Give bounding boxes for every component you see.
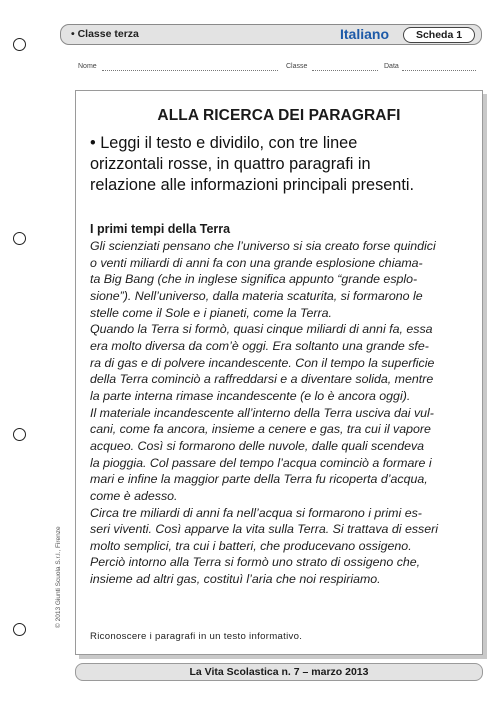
text-line: acqueo. Così si formarono delle nuvole, dalle quali scendeva xyxy=(90,438,425,453)
text-line: Quando la Terra si formò, quasi cinque miliardi di anni fa, essa xyxy=(90,322,433,337)
class-field-line[interactable] xyxy=(312,70,378,71)
text-line: sione”). Nell’universo, dalla materia scaturita, si formarono le xyxy=(90,288,423,303)
instruction xyxy=(90,133,480,196)
text-line: Circa tre miliardi di anni fa nell’acqua si formarono i primi es- xyxy=(90,505,422,520)
text-line: stelle come il Sole e i pianeti, come la Terra. xyxy=(90,305,332,320)
worksheet-title: ALLA RICERCA DEI PARAGRAFI xyxy=(157,107,401,124)
text-line: seri viventi. Così apparve la vita sulla Terra. Si trattava di esseri xyxy=(90,522,439,537)
text-line: era molto diversa da com’è oggi. Era soltanto una grande sfe- xyxy=(90,338,429,353)
binder-hole-1 xyxy=(13,38,26,51)
text-line: Perciò intorno alla Terra si formò uno strato di ossigeno che, xyxy=(90,555,421,570)
worksheet-card xyxy=(75,90,483,655)
instruction-line: • Leggi il testo e dividilo, con tre linee xyxy=(90,134,358,152)
date-field-label: Data xyxy=(384,63,399,70)
text-line: ta Big Bang (che in inglese significa appunto “grande esplo- xyxy=(90,272,418,287)
text-line: la parte interna rimase incandescente (e lo è ancora oggi). xyxy=(90,388,411,403)
text-line: cani, come fa ancora, insieme a cenere e gas, tra cui il vapore xyxy=(90,422,431,437)
footer-bar: La Vita Scolastica n. 7 – marzo 2013 xyxy=(75,663,483,681)
binder-hole-3 xyxy=(13,428,26,441)
text-heading: I primi tempi della Terra xyxy=(90,222,231,236)
header-bar xyxy=(60,24,482,45)
name-field-line[interactable] xyxy=(102,70,278,71)
text-line: della Terra cominciò a raffreddarsi e a diventare solida, mentre xyxy=(90,372,434,387)
text-line: molto semplici, tra cui i batteri, che producevano ossigeno. xyxy=(90,538,412,553)
text-line: Gli scienziati pensano che l’universo si sia creato forse quindici xyxy=(90,239,436,253)
student-info-fields xyxy=(78,63,478,77)
date-field-line[interactable] xyxy=(402,70,476,71)
reading-text xyxy=(90,238,482,588)
text-line: o venti miliardi di anni fa con una grande esplosione chiama- xyxy=(90,255,423,270)
worksheet-badge: Scheda 1 xyxy=(403,27,475,43)
text-line: insieme ad altri gas, costituì l’aria che noi respiriamo. xyxy=(90,572,381,587)
class-label: • Classe terza xyxy=(71,28,139,40)
subject-label: Italiano xyxy=(339,26,389,42)
text-line: Il materiale incandescente all’interno della Terra usciva dai vul- xyxy=(90,405,434,420)
text-line: la pioggia. Col passare del tempo l’acqua cominciò a formare i xyxy=(90,455,432,470)
binder-hole-4 xyxy=(13,623,26,636)
copyright-notice: © 2013 Giunti Scuola S.r.l., Firenze xyxy=(55,526,62,628)
name-field-label: Nome xyxy=(78,63,97,70)
text-line: come è adesso. xyxy=(90,488,178,503)
binder-hole-2 xyxy=(13,232,26,245)
text-line: ra di gas e di polvere incandescente. Con il tempo la superficie xyxy=(90,355,435,370)
instruction-line: orizzontali rosse, in quattro paragrafi in xyxy=(90,155,371,173)
learning-objective: Riconoscere i paragrafi in un testo informativo. xyxy=(90,631,303,642)
text-line: mari e infine la maggior parte della Terra fu ricoperta d’acqua, xyxy=(90,472,428,487)
instruction-line: relazione alle informazioni principali presenti. xyxy=(90,176,414,194)
class-field-label: Classe xyxy=(286,63,308,70)
